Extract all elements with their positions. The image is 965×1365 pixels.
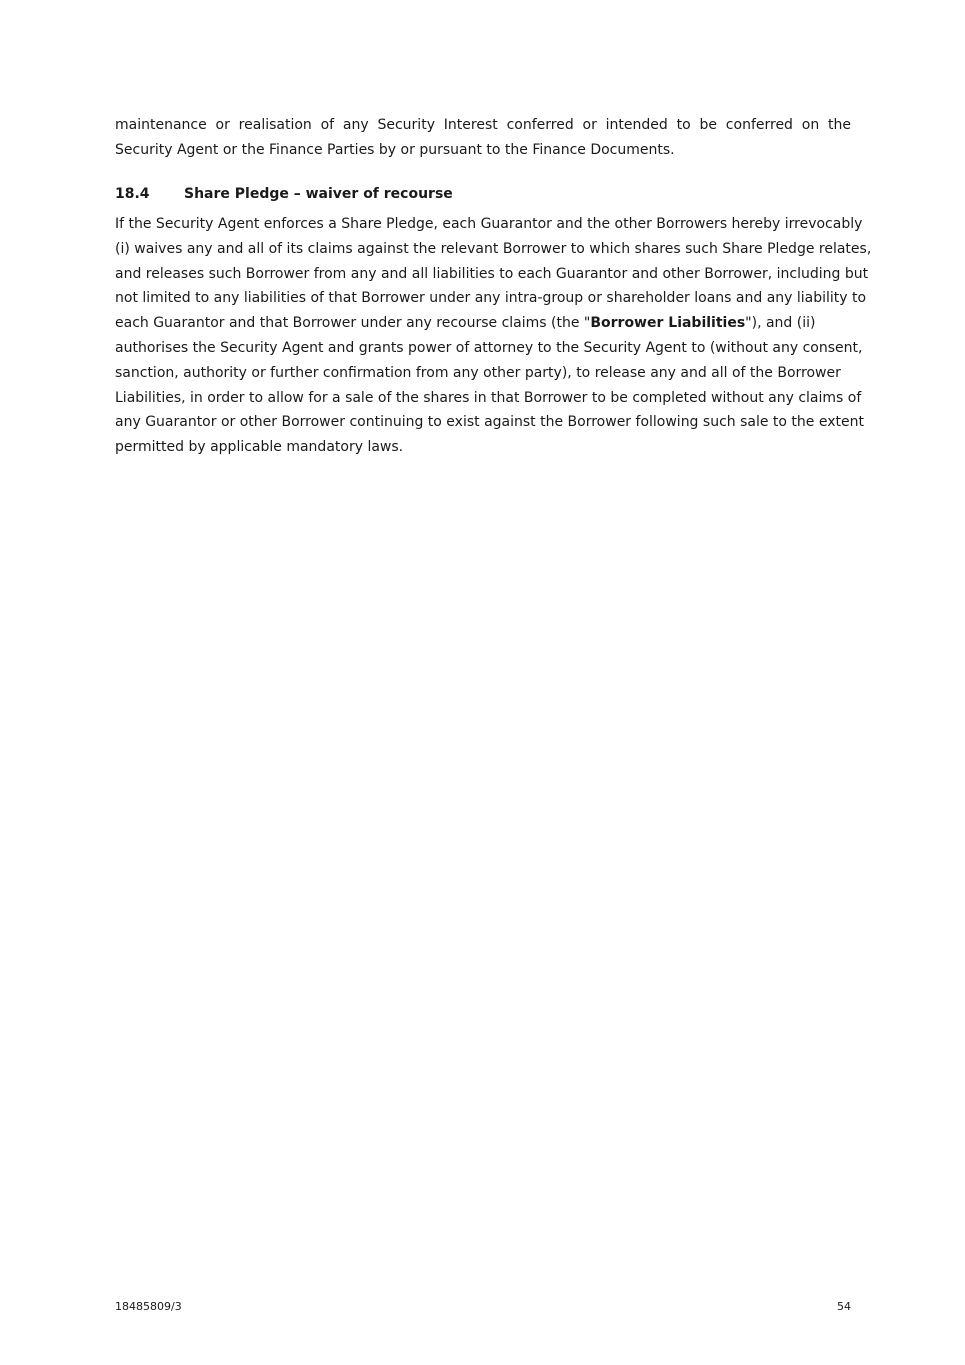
body-line (115, 311, 851, 336)
section-title: Share Pledge – waiver of recourse (184, 186, 453, 202)
body-line: If the Security Agent enforces a Share Pledge, each Guarantor and the other Borrowers hereby irrevocably (115, 216, 863, 232)
intro-paragraph: maintenance or realisation of any Security Interest conferred or intended to be conferred on the Security Agent or the Finance Parties by or pursuant to the Finance Documents. (115, 117, 851, 158)
body-line: and releases such Borrower from any and all liabilities to each Guarantor and other Borrower, including but (115, 265, 869, 282)
page-number: 54 (837, 1300, 851, 1313)
body-line: permitted by applicable mandatory laws. (115, 439, 404, 456)
section-number: 18.4 (115, 186, 150, 202)
body-line: authorises the Security Agent and grants power of attorney to the Security Agent to (without any consent, (115, 339, 863, 356)
document-reference: 18485809/3 (115, 1300, 182, 1313)
body-line: any Guarantor or other Borrower continuing to exist against the Borrower following such sale to the extent (115, 414, 864, 431)
body-text: "), and (ii) (745, 315, 816, 332)
body-line: sanction, authority or further confirmation from any other party), to release any and all of the Borrower (115, 364, 841, 381)
body-paragraph (115, 212, 872, 460)
body-text: each Guarantor and that Borrower under any recourse claims (the " (115, 315, 591, 332)
body-line: (i) waives any and all of its claims against the relevant Borrower to which shares such Share Pledge relates, (115, 240, 872, 257)
body-line: Liabilities, in order to allow for a sale of the shares in that Borrower to be completed without any claims of (115, 389, 862, 406)
body-line: not limited to any liabilities of that Borrower under any intra-group or shareholder loans and any liability to (115, 290, 867, 307)
defined-term: Borrower Liabilities (590, 315, 746, 332)
section-heading (115, 183, 453, 205)
